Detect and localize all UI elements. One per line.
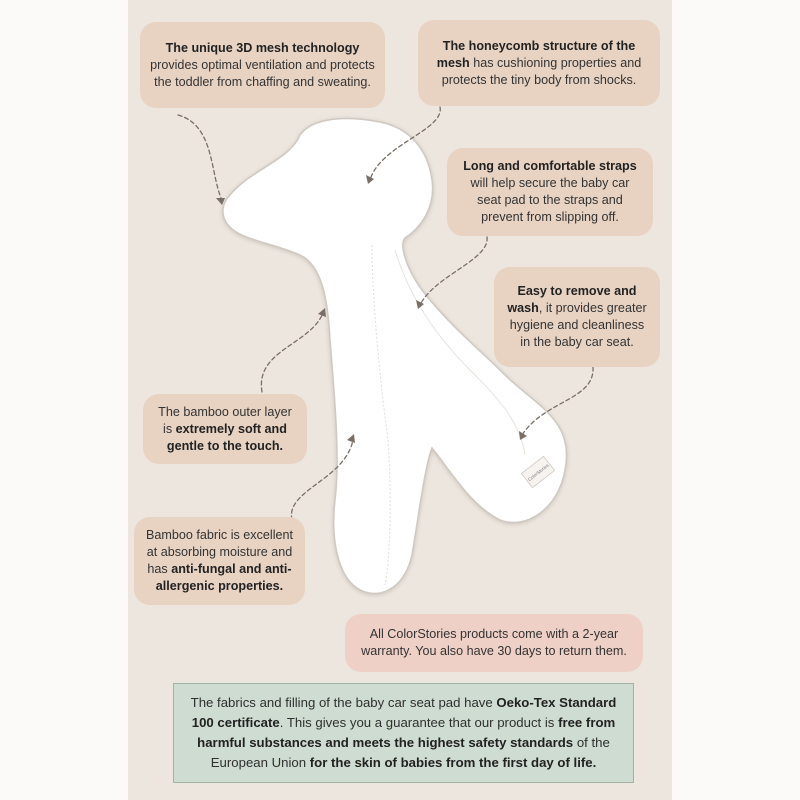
certificate-text-2: . This gives you a guarantee that our product is [279,715,555,730]
certificate-text-3: of the European Union [210,735,610,770]
callout-bamboo-outer [143,394,307,464]
brand-label-text: ColorStories [527,462,550,482]
callout-bamboo-fabric-text: Bamboo fabric is excellent at absorbing moisture and has [146,528,293,576]
callout-straps [447,148,653,236]
callout-warranty-text: All ColorStories products come with a 2-year warranty. You also have 30 days to return them. [361,627,627,658]
arrow-straps [420,237,487,305]
arrow-bamboo-outer [261,313,323,392]
callout-honeycomb [418,20,660,106]
callout-bamboo-fabric-bold: anti-fungal and anti-allergenic properties. [155,562,292,593]
certificate-box [173,683,634,783]
callout-3d-mesh [140,22,385,108]
callout-easy-wash [494,267,660,367]
certificate-bold-3: for the skin of babies from the first day of life. [309,755,597,770]
arrow-mesh [178,115,222,200]
callout-easy-wash-bold: Easy to remove and wash [507,284,637,315]
certificate-text-1: The fabrics and filling of the baby car seat pad have [190,695,493,710]
callout-bamboo-outer-text: The bamboo outer layer is [158,404,292,436]
callout-easy-wash-text: , it provides greater hygiene and cleanliness in the baby car seat. [509,301,647,349]
callout-straps-bold: Long and comfortable straps [463,159,637,173]
callout-honeycomb-bold: The honeycomb structure of the mesh [436,38,636,70]
callout-3d-mesh-text: provides optimal ventilation and protects the toddler from chaffing and sweating. [150,57,375,89]
callout-3d-mesh-bold: The unique 3D mesh technology [165,40,360,55]
callout-bamboo-fabric [134,517,305,605]
callout-bamboo-outer-bold: extremely soft and gentle to the touch. [166,421,287,453]
callout-honeycomb-text: has cushioning properties and protects the tiny body from shocks. [441,55,642,87]
callout-straps-text: will help secure the baby car seat pad to the straps and prevent from slipping off. [470,176,630,224]
certificate-bold-2: free from harmful substances and meets the highest safety standards [197,715,616,750]
certificate-bold-1: Oeko-Tex Standard 100 certificate [191,695,617,730]
callout-warranty [345,614,643,672]
